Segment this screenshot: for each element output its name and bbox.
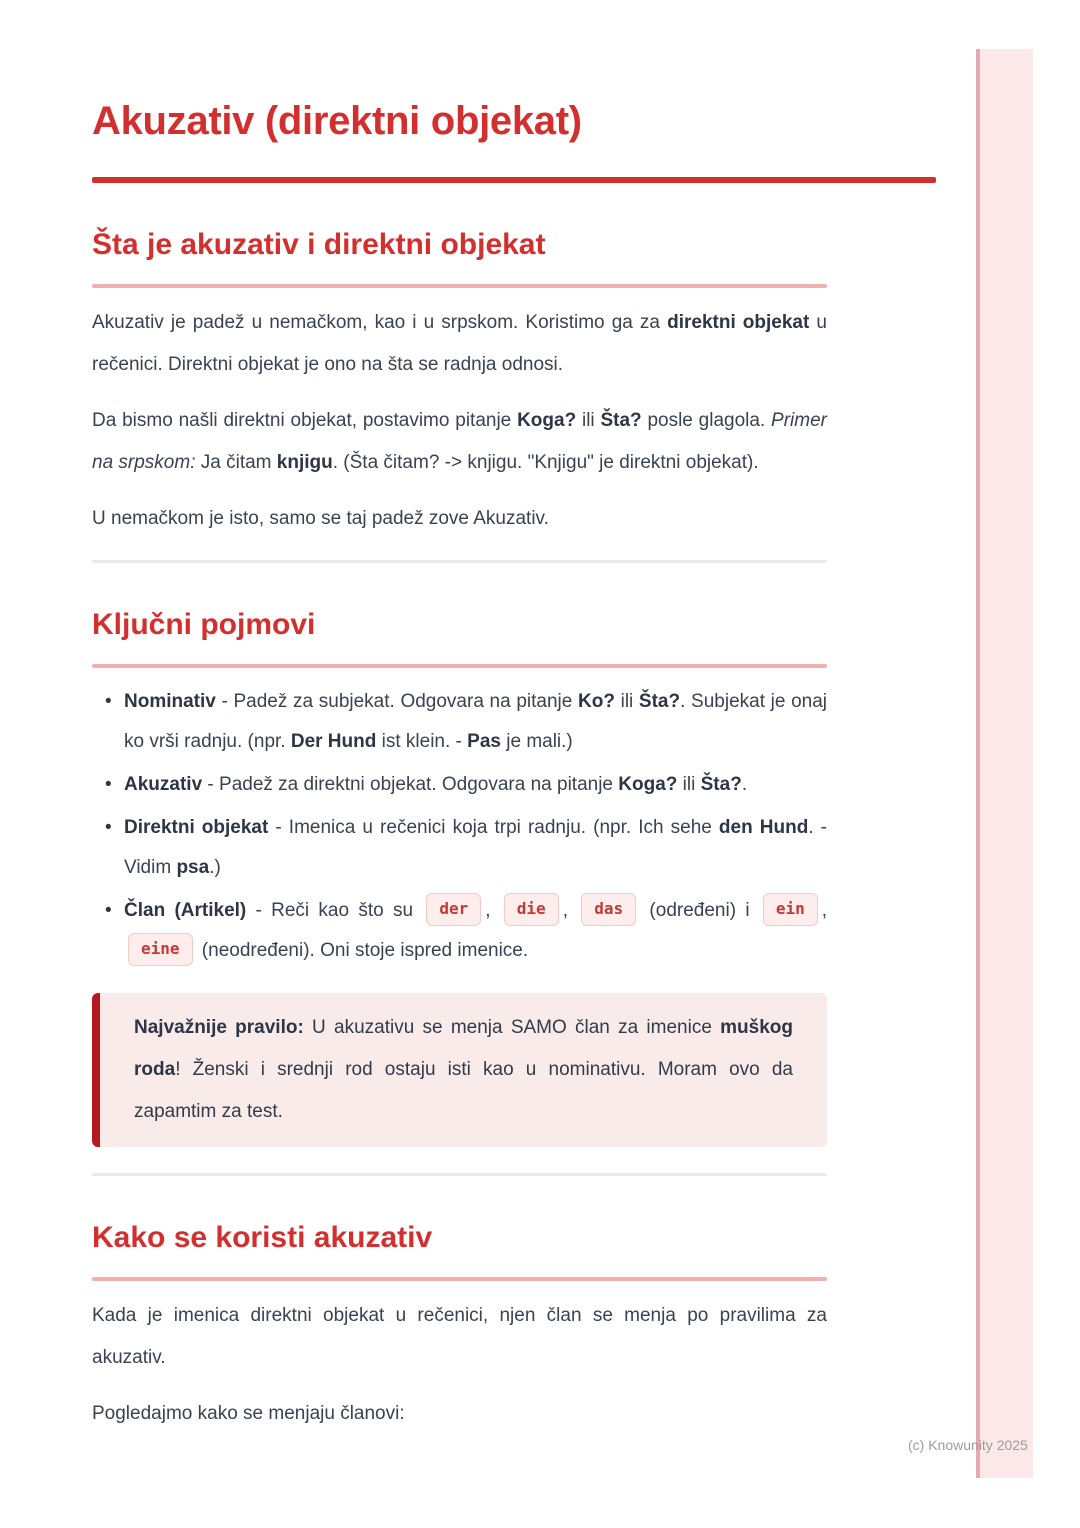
text-run: . (Šta čitam? -> knjigu. "Knjigu" je direktni objekat).	[332, 452, 759, 473]
bold-text: Akuzativ	[124, 774, 203, 795]
bold-text: Šta?	[700, 774, 742, 795]
list-item	[92, 891, 827, 971]
text-run: Pogledajmo kako se menjaju članovi:	[92, 1403, 405, 1424]
bold-text: den Hund	[718, 817, 809, 838]
text-run: ili	[614, 691, 639, 712]
right-margin-strip	[976, 49, 1033, 1478]
text-run: ,	[821, 900, 828, 921]
text-run: ,	[562, 900, 578, 921]
list-item	[92, 682, 827, 762]
bold-text: Član (Artikel)	[124, 900, 247, 921]
paragraph	[92, 498, 827, 540]
bold-text: knjigu	[276, 452, 333, 473]
article-chip: ein	[763, 893, 818, 926]
bold-text: psa	[176, 857, 210, 878]
article-chip: der	[426, 893, 481, 926]
text-run: ili	[677, 774, 701, 795]
article-chip: die	[504, 893, 559, 926]
important-rule-callout	[92, 993, 827, 1147]
text-run: ist klein. -	[376, 731, 468, 752]
text-run: (neodređeni). Oni stoje ispred imenice.	[196, 940, 529, 961]
paragraph	[92, 302, 827, 386]
section-heading-underline	[92, 284, 827, 288]
section-heading-underline	[92, 1277, 827, 1281]
text-run: U nemačkom je isto, samo se taj padež zove Akuzativ.	[92, 508, 549, 529]
article-chip: eine	[128, 933, 193, 966]
section-heading: Šta je akuzativ i direktni objekat	[92, 228, 546, 261]
list-item	[92, 808, 827, 888]
bold-text: Koga?	[618, 774, 678, 795]
text-run: .	[741, 774, 748, 795]
bold-text: Direktni objekat	[124, 817, 269, 838]
section-divider	[92, 560, 827, 563]
text-run: - Padež za direktni objekat. Odgovara na pitanje	[202, 774, 619, 795]
section-divider	[92, 1173, 827, 1176]
bold-text: Nominativ	[124, 691, 216, 712]
list-item	[92, 765, 827, 805]
text-run: - Reči kao što su	[246, 900, 423, 921]
text-run: u rečenici. Direktni objekat je ono na šta se radnja odnosi.	[92, 312, 827, 375]
text-run: Da bismo našli direktni objekat, postavimo pitanje	[92, 410, 518, 431]
bold-text: Šta?	[638, 691, 681, 712]
bold-text: muškog roda	[134, 1017, 793, 1080]
bold-text: Der Hund	[290, 731, 377, 752]
text-run: - Imenica u rečenici koja trpi radnju. (npr. Ich sehe	[268, 817, 719, 838]
copyright-footer: (c) Knowunity 2025	[908, 1437, 1028, 1453]
section-heading: Kako se koristi akuzativ	[92, 1221, 433, 1254]
document-content	[92, 0, 827, 1435]
bold-text: direktni objekat	[667, 312, 810, 333]
text-run: (određeni) i	[640, 900, 759, 921]
section-key-terms	[92, 607, 827, 1147]
text-run: ! Ženski i srednji rod ostaju isti kao u nominativu. Moram ovo da zapamtim za test.	[134, 1059, 793, 1122]
paragraph	[92, 400, 827, 484]
text-run: posle glagola.	[641, 410, 772, 431]
title-underline-rule	[92, 177, 936, 183]
text-run: .)	[209, 857, 221, 878]
section-heading: Ključni pojmovi	[92, 608, 316, 641]
text-run: Ja čitam	[195, 452, 277, 473]
bold-text: Šta?	[600, 410, 642, 431]
paragraph	[92, 1393, 827, 1435]
bold-text: Ko?	[578, 691, 615, 712]
text-run: Akuzativ je padež u nemačkom, kao i u srpskom. Koristimo ga za	[92, 312, 668, 333]
text-run: ,	[485, 900, 500, 921]
section-heading-underline	[92, 664, 827, 668]
page-title: Akuzativ (direktni objekat)	[92, 99, 582, 143]
text-run: . - Vidim	[124, 817, 827, 878]
text-run: - Padež za subjekat. Odgovara na pitanje	[215, 691, 578, 712]
italic-text: Primer na srpskom:	[92, 410, 827, 473]
section-how-to-use	[92, 1220, 827, 1435]
text-run: je mali.)	[500, 731, 573, 752]
bold-text: Koga?	[517, 410, 577, 431]
callout-text	[134, 1007, 793, 1133]
paragraph	[92, 1295, 827, 1379]
text-run: . Subjekat je onaj ko vrši radnju. (npr.	[124, 691, 828, 752]
article-chip: das	[581, 893, 636, 926]
bold-text: Najvažnije pravilo:	[134, 1017, 304, 1038]
key-terms-list	[92, 682, 827, 971]
section-what-is-akuzativ	[92, 227, 827, 540]
bold-text: Pas	[467, 731, 501, 752]
text-run: ili	[576, 410, 601, 431]
text-run: U akuzativu se menja SAMO član za imenice	[303, 1017, 721, 1038]
text-run: Kada je imenica direktni objekat u rečenici, njen član se menja po pravilima za akuzativ.	[92, 1305, 827, 1368]
